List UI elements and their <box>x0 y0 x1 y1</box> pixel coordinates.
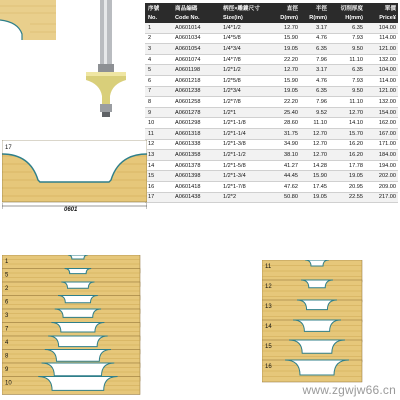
cell-code: A0601238 <box>175 86 223 97</box>
cell-code: A0601258 <box>175 97 223 108</box>
table-row <box>145 33 398 44</box>
board-number-label: 4 <box>5 340 9 346</box>
table-row <box>145 139 398 150</box>
cell-d: 34.90 <box>269 139 300 150</box>
sample-stack-right <box>262 260 364 400</box>
cell-size: 1/4*5/8 <box>223 33 269 44</box>
cell-price: 217.00 <box>365 192 398 203</box>
cell-price: 209.00 <box>365 181 398 192</box>
cell-no: 6 <box>145 75 175 86</box>
cell-d: 47.62 <box>269 181 300 192</box>
cell-code: A0601378 <box>175 160 223 171</box>
cell-h: 14.10 <box>329 118 365 129</box>
cell-price: 121.00 <box>365 44 398 55</box>
cell-no: 9 <box>145 107 175 118</box>
cell-d: 38.10 <box>269 150 300 161</box>
cell-no: 7 <box>145 86 175 97</box>
sample-board <box>2 377 140 395</box>
sample-board <box>262 300 362 322</box>
table-row <box>145 128 398 139</box>
header-no: No. <box>145 13 175 23</box>
profile-diagram <box>2 140 147 213</box>
cell-price: 114.00 <box>365 33 398 44</box>
sample-board <box>262 260 362 282</box>
cell-code: A0601034 <box>175 33 223 44</box>
sample-board <box>262 280 362 302</box>
cell-r: 12.70 <box>300 128 329 139</box>
cell-d: 19.05 <box>269 86 300 97</box>
cell-r: 7.96 <box>300 97 329 108</box>
table-row <box>145 97 398 108</box>
cell-code: A0601278 <box>175 107 223 118</box>
cell-d: 41.27 <box>269 160 300 171</box>
cell-code: A0601054 <box>175 44 223 55</box>
table-header-row-cn <box>145 3 398 13</box>
profile-code-label: 0601 <box>64 207 78 213</box>
cell-code: A0601338 <box>175 139 223 150</box>
cell-d: 12.70 <box>269 65 300 76</box>
cell-d: 44.45 <box>269 171 300 182</box>
table-row <box>145 150 398 161</box>
cell-no: 13 <box>145 150 175 161</box>
cell-d: 19.05 <box>269 44 300 55</box>
sample-stack-left <box>2 255 142 400</box>
table-row <box>145 107 398 118</box>
cell-size: 1/2*2 <box>223 192 269 203</box>
cell-price: 194.00 <box>365 160 398 171</box>
cell-size: 1/4*7/8 <box>223 54 269 65</box>
board-number-label: 7 <box>5 326 9 333</box>
cell-h: 7.93 <box>329 33 365 44</box>
header-size-cn: 柄徑×雕鏤尺寸 <box>223 3 269 13</box>
board-number-label: 12 <box>265 284 272 290</box>
cell-d: 31.75 <box>269 128 300 139</box>
cell-r: 14.28 <box>300 160 329 171</box>
cell-r: 7.96 <box>300 54 329 65</box>
cell-d: 22.20 <box>269 54 300 65</box>
cell-code: A0601398 <box>175 171 223 182</box>
board-number-label: 11 <box>265 264 272 270</box>
table-row <box>145 86 398 97</box>
board-number-label: 2 <box>5 286 9 292</box>
router-bit-photo <box>0 0 142 128</box>
cell-r: 4.76 <box>300 33 329 44</box>
table-row <box>145 192 398 203</box>
cell-h: 17.78 <box>329 160 365 171</box>
table-row <box>145 65 398 76</box>
cell-r: 4.76 <box>300 75 329 86</box>
cell-code: A0601218 <box>175 75 223 86</box>
cell-code: A0601358 <box>175 150 223 161</box>
cell-price: 202.00 <box>365 171 398 182</box>
board-number-label: 8 <box>5 353 9 360</box>
cell-price: 162.00 <box>365 118 398 129</box>
cell-d: 15.90 <box>269 75 300 86</box>
header-r-cn: 半徑 <box>300 3 329 13</box>
cell-h: 20.95 <box>329 181 365 192</box>
profile-index-label: 17 <box>5 145 12 151</box>
cell-size: 1/4*3/4 <box>223 44 269 55</box>
cell-h: 6.35 <box>329 23 365 33</box>
sample-board <box>262 320 362 342</box>
cell-size: 1/2*1 <box>223 107 269 118</box>
cell-size: 1/2*1/2 <box>223 65 269 76</box>
board-number-label: 10 <box>5 380 12 387</box>
cell-d: 25.40 <box>269 107 300 118</box>
cell-r: 19.05 <box>300 192 329 203</box>
cell-code: A0601438 <box>175 192 223 203</box>
cell-no: 5 <box>145 65 175 76</box>
cell-price: 104.00 <box>365 23 398 33</box>
table-header-row-en <box>145 13 398 23</box>
header-h-cn: 切削厚度 <box>329 3 365 13</box>
cell-r: 12.70 <box>300 139 329 150</box>
cell-price: 167.00 <box>365 128 398 139</box>
table-row <box>145 160 398 171</box>
cell-h: 9.50 <box>329 86 365 97</box>
header-d-cn: 直徑 <box>269 3 300 13</box>
board-number-label: 6 <box>5 299 9 306</box>
header-price-cn: 單價 <box>365 3 398 13</box>
board-number-label: 14 <box>265 324 272 330</box>
header-code: Code No. <box>175 13 223 23</box>
cell-code: A0601198 <box>175 65 223 76</box>
cell-h: 16.20 <box>329 150 365 161</box>
watermark: www.zgwjw66.cn <box>302 383 396 397</box>
cell-no: 8 <box>145 97 175 108</box>
cell-d: 12.70 <box>269 23 300 33</box>
cell-h: 11.10 <box>329 54 365 65</box>
table-row <box>145 75 398 86</box>
wood-sample-icon <box>0 0 56 40</box>
cell-no: 3 <box>145 44 175 55</box>
cell-d: 28.60 <box>269 118 300 129</box>
cell-size: 1/2*1-1/8 <box>223 118 269 129</box>
cell-r: 3.17 <box>300 23 329 33</box>
cell-price: 132.00 <box>365 97 398 108</box>
cell-size: 1/2*1-5/8 <box>223 160 269 171</box>
sample-board <box>262 360 362 382</box>
board-number-label: 5 <box>5 272 9 279</box>
cell-no: 14 <box>145 160 175 171</box>
cell-d: 22.20 <box>269 97 300 108</box>
cell-no: 4 <box>145 54 175 65</box>
cell-r: 3.17 <box>300 65 329 76</box>
table-row <box>145 171 398 182</box>
header-code-cn: 商品編碼 <box>175 3 223 13</box>
board-number-label: 3 <box>5 313 9 319</box>
cell-r: 12.70 <box>300 150 329 161</box>
header-no-cn: 序號 <box>145 3 175 13</box>
cell-h: 19.05 <box>329 171 365 182</box>
board-number-label: 13 <box>265 304 272 310</box>
table-row <box>145 118 398 129</box>
header-price: Price¥ <box>365 13 398 23</box>
cell-size: 1/2*3/4 <box>223 86 269 97</box>
cell-price: 171.00 <box>365 139 398 150</box>
cell-size: 1/2*1-3/8 <box>223 139 269 150</box>
header-size: Size(in) <box>223 13 269 23</box>
cell-size: 1/2*1-1/4 <box>223 128 269 139</box>
cell-r: 17.45 <box>300 181 329 192</box>
cell-size: 1/2*1-1/2 <box>223 150 269 161</box>
cell-no: 17 <box>145 192 175 203</box>
cell-h: 16.20 <box>329 139 365 150</box>
cell-d: 50.80 <box>269 192 300 203</box>
cell-price: 132.00 <box>365 54 398 65</box>
cell-size: 1/2*7/8 <box>223 97 269 108</box>
board-number-label: 9 <box>5 367 9 373</box>
table-row <box>145 23 398 33</box>
cell-r: 11.10 <box>300 118 329 129</box>
cell-code: A0601014 <box>175 23 223 33</box>
cell-code: A0601318 <box>175 128 223 139</box>
cell-no: 16 <box>145 181 175 192</box>
cell-h: 7.93 <box>329 75 365 86</box>
cell-d: 15.90 <box>269 33 300 44</box>
cell-price: 114.00 <box>365 75 398 86</box>
cell-code: A0601074 <box>175 54 223 65</box>
board-number-label: 16 <box>265 364 272 370</box>
cell-h: 9.50 <box>329 44 365 55</box>
cell-h: 15.70 <box>329 128 365 139</box>
cell-no: 12 <box>145 139 175 150</box>
cell-h: 12.70 <box>329 107 365 118</box>
table-row <box>145 54 398 65</box>
cell-r: 15.90 <box>300 171 329 182</box>
table-row <box>145 181 398 192</box>
board-number-label: 1 <box>5 259 9 265</box>
board-number-label: 15 <box>265 344 272 350</box>
cell-h: 6.35 <box>329 65 365 76</box>
cell-code: A0601298 <box>175 118 223 129</box>
cell-h: 11.10 <box>329 97 365 108</box>
cell-r: 9.52 <box>300 107 329 118</box>
cell-price: 154.00 <box>365 107 398 118</box>
cell-no: 11 <box>145 128 175 139</box>
table-row <box>145 44 398 55</box>
cell-no: 15 <box>145 171 175 182</box>
cell-price: 184.00 <box>365 150 398 161</box>
cell-code: A0601418 <box>175 181 223 192</box>
cell-no: 2 <box>145 33 175 44</box>
router-bit-icon <box>86 0 126 117</box>
header-h: H(mm) <box>329 13 365 23</box>
cell-no: 10 <box>145 118 175 129</box>
cell-h: 22.55 <box>329 192 365 203</box>
cell-r: 6.35 <box>300 86 329 97</box>
cell-size: 1/4*1/2 <box>223 23 269 33</box>
spec-table <box>145 3 398 203</box>
cell-r: 6.35 <box>300 44 329 55</box>
cell-price: 104.00 <box>365 65 398 76</box>
sample-board <box>262 340 362 362</box>
header-d: D(mm) <box>269 13 300 23</box>
header-r: R(mm) <box>300 13 329 23</box>
cell-price: 121.00 <box>365 86 398 97</box>
table-body <box>145 23 398 203</box>
cell-size: 1/2*5/8 <box>223 75 269 86</box>
cell-size: 1/2*1-3/4 <box>223 171 269 182</box>
cell-size: 1/2*1-7/8 <box>223 181 269 192</box>
cell-no: 1 <box>145 23 175 33</box>
